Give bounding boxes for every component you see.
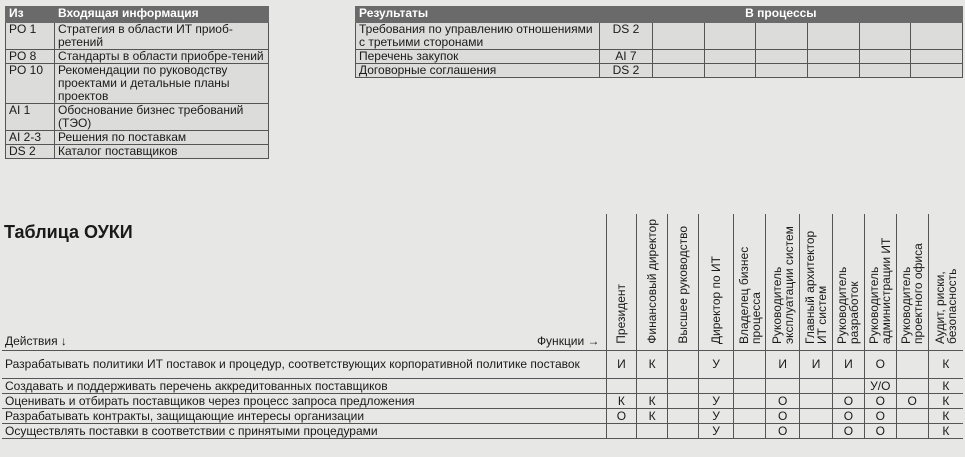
inputs-header-info: Входящая информация	[55, 7, 269, 23]
role-label: Руководитель разработок	[835, 266, 862, 344]
output-process: DS 2	[599, 23, 652, 50]
raci-cell: О	[864, 394, 896, 409]
output-empty-cell	[911, 50, 963, 64]
raci-action: Осуществлять поставки в соответствии с принятыми процедурами	[2, 424, 606, 439]
raci-cell	[668, 379, 699, 394]
role-header	[800, 214, 833, 351]
output-empty-cell	[911, 23, 963, 50]
table-row	[2, 351, 963, 379]
input-code: PO 10	[6, 64, 55, 104]
output-empty-cell	[911, 64, 963, 78]
output-empty-cell	[704, 64, 756, 78]
raci-cell: У	[698, 351, 734, 379]
input-code: PO 1	[6, 23, 55, 50]
raci-cell: К	[637, 351, 668, 379]
output-empty-cell	[704, 50, 756, 64]
raci-cell	[896, 424, 928, 439]
input-text: Решения по поставкам	[55, 131, 269, 145]
role-header	[637, 214, 668, 351]
outputs-table	[355, 6, 963, 78]
raci-cell: К	[637, 409, 668, 424]
output-process: AI 7	[599, 50, 652, 64]
role-label: Главный архитектор ИТ систем	[803, 230, 830, 344]
role-label: Президент	[614, 284, 629, 344]
raci-cell	[668, 394, 699, 409]
raci-cell: И	[606, 351, 637, 379]
role-header	[698, 214, 734, 351]
inputs-table	[5, 6, 269, 159]
table-row	[2, 394, 963, 409]
raci-cell: О	[766, 394, 800, 409]
inputs-header-from: Из	[6, 7, 55, 23]
raci-table	[2, 214, 963, 439]
table-row	[6, 131, 269, 145]
role-header	[734, 214, 766, 351]
table-row	[6, 50, 269, 64]
raci-cell: О	[832, 424, 864, 439]
raci-cell: О	[864, 409, 896, 424]
raci-cell: К	[928, 409, 963, 424]
role-label: Финансовый директор	[645, 219, 660, 344]
input-text: Стандарты в области приобре-тений	[55, 50, 269, 64]
table-row	[6, 104, 269, 131]
role-label: Руководитель эксплуатации систем	[769, 226, 796, 344]
raci-cell: О	[864, 424, 896, 439]
table-row	[2, 424, 963, 439]
raci-action: Создавать и поддерживать перечень аккредитованных поставщиков	[2, 379, 606, 394]
raci-cell	[800, 379, 833, 394]
raci-cell	[734, 379, 766, 394]
raci-title: Таблица ОУКИ	[4, 222, 133, 242]
role-header	[864, 214, 896, 351]
role-header	[606, 214, 637, 351]
output-empty-cell	[704, 23, 756, 50]
functions-label: Функции →	[536, 334, 600, 348]
raci-cell: К	[606, 394, 637, 409]
raci-header-row	[2, 214, 963, 351]
raci-cell	[606, 424, 637, 439]
output-empty-cell	[653, 23, 705, 50]
raci-cell	[896, 409, 928, 424]
table-row	[356, 64, 963, 78]
raci-cell: К	[928, 394, 963, 409]
output-empty-cell	[808, 50, 860, 64]
raci-cell: К	[928, 424, 963, 439]
output-process: DS 2	[599, 64, 652, 78]
table-row	[356, 50, 963, 64]
output-empty-cell	[859, 50, 911, 64]
actions-label: Действия ↓	[5, 334, 67, 348]
outputs-header-row	[356, 7, 963, 23]
output-empty-cell	[653, 50, 705, 64]
table-row	[356, 23, 963, 50]
table-row	[6, 145, 269, 159]
output-result: Перечень закупок	[356, 50, 600, 64]
output-empty-cell	[756, 23, 808, 50]
raci-cell: О	[832, 409, 864, 424]
raci-cell	[637, 424, 668, 439]
raci-cell: У	[698, 424, 734, 439]
raci-cell	[734, 424, 766, 439]
raci-cell: У	[698, 409, 734, 424]
output-empty-cell	[756, 64, 808, 78]
output-empty-cell	[808, 64, 860, 78]
raci-cell	[800, 424, 833, 439]
role-label: Директор по ИТ	[709, 255, 724, 344]
raci-cell: И	[832, 351, 864, 379]
role-header	[928, 214, 963, 351]
raci-cell: О	[606, 409, 637, 424]
role-label: Владелец бизнес процесса	[736, 246, 763, 344]
output-empty-cell	[859, 23, 911, 50]
role-header	[896, 214, 928, 351]
role-label: Руководитель администрации ИТ	[867, 237, 894, 344]
output-result: Договорные соглашения	[356, 64, 600, 78]
raci-cell: О	[766, 409, 800, 424]
raci-cell: О	[896, 394, 928, 409]
raci-cell: О	[766, 424, 800, 439]
raci-cell	[734, 394, 766, 409]
raci-cell	[668, 351, 699, 379]
table-row	[6, 64, 269, 104]
raci-cell	[800, 409, 833, 424]
raci-cell	[606, 379, 637, 394]
output-empty-cell	[859, 64, 911, 78]
output-empty-cell	[653, 64, 705, 78]
table-row	[6, 23, 269, 50]
raci-cell	[734, 351, 766, 379]
raci-action: Разрабатывать контракты, защищающие интересы организации	[2, 409, 606, 424]
outputs-header-processes: В процессы	[599, 7, 962, 23]
raci-action: Разрабатывать политики ИТ поставок и процедур, соответствующих корпоративной политике поставок	[2, 351, 606, 379]
role-header	[668, 214, 699, 351]
output-result: Требования по управлению отношениями с третьими сторонами	[356, 23, 600, 50]
table-row	[2, 409, 963, 424]
input-text: Рекомендации по руководству проектами и детальные планы проектов	[55, 64, 269, 104]
raci-cell	[668, 424, 699, 439]
raci-cell	[800, 394, 833, 409]
input-code: AI 1	[6, 104, 55, 131]
raci-cell	[698, 379, 734, 394]
raci-action: Оценивать и отбирать поставщиков через процесс запроса предложения	[2, 394, 606, 409]
input-code: DS 2	[6, 145, 55, 159]
inputs-header-row	[6, 7, 269, 23]
raci-cell: У	[698, 394, 734, 409]
raci-cell: К	[928, 351, 963, 379]
input-code: AI 2-3	[6, 131, 55, 145]
raci-cell: У/О	[864, 379, 896, 394]
input-text: Каталог поставщиков	[55, 145, 269, 159]
input-code: PO 8	[6, 50, 55, 64]
output-empty-cell	[756, 50, 808, 64]
output-empty-cell	[808, 23, 860, 50]
input-text: Обоснование бизнес требований (ТЭО)	[55, 104, 269, 131]
raci-cell: О	[832, 394, 864, 409]
raci-cell: О	[864, 351, 896, 379]
table-row	[2, 379, 963, 394]
raci-cell	[637, 379, 668, 394]
raci-cell: К	[928, 379, 963, 394]
raci-cell: И	[800, 351, 833, 379]
raci-cell: И	[766, 351, 800, 379]
raci-cell: К	[637, 394, 668, 409]
raci-cell	[832, 379, 864, 394]
raci-cell	[896, 351, 928, 379]
raci-cell	[668, 409, 699, 424]
role-label: Руководитель проектного офиса	[899, 243, 926, 344]
role-header	[766, 214, 800, 351]
raci-cell	[734, 409, 766, 424]
input-text: Стратегия в области ИТ приоб-ретений	[55, 23, 269, 50]
raci-cell	[896, 379, 928, 394]
outputs-header-results: Результаты	[356, 7, 600, 23]
role-label: Высшее руководство	[675, 226, 690, 344]
raci-cell	[766, 379, 800, 394]
role-header	[832, 214, 864, 351]
role-label: Аудит, риски, безопасность	[932, 268, 959, 344]
